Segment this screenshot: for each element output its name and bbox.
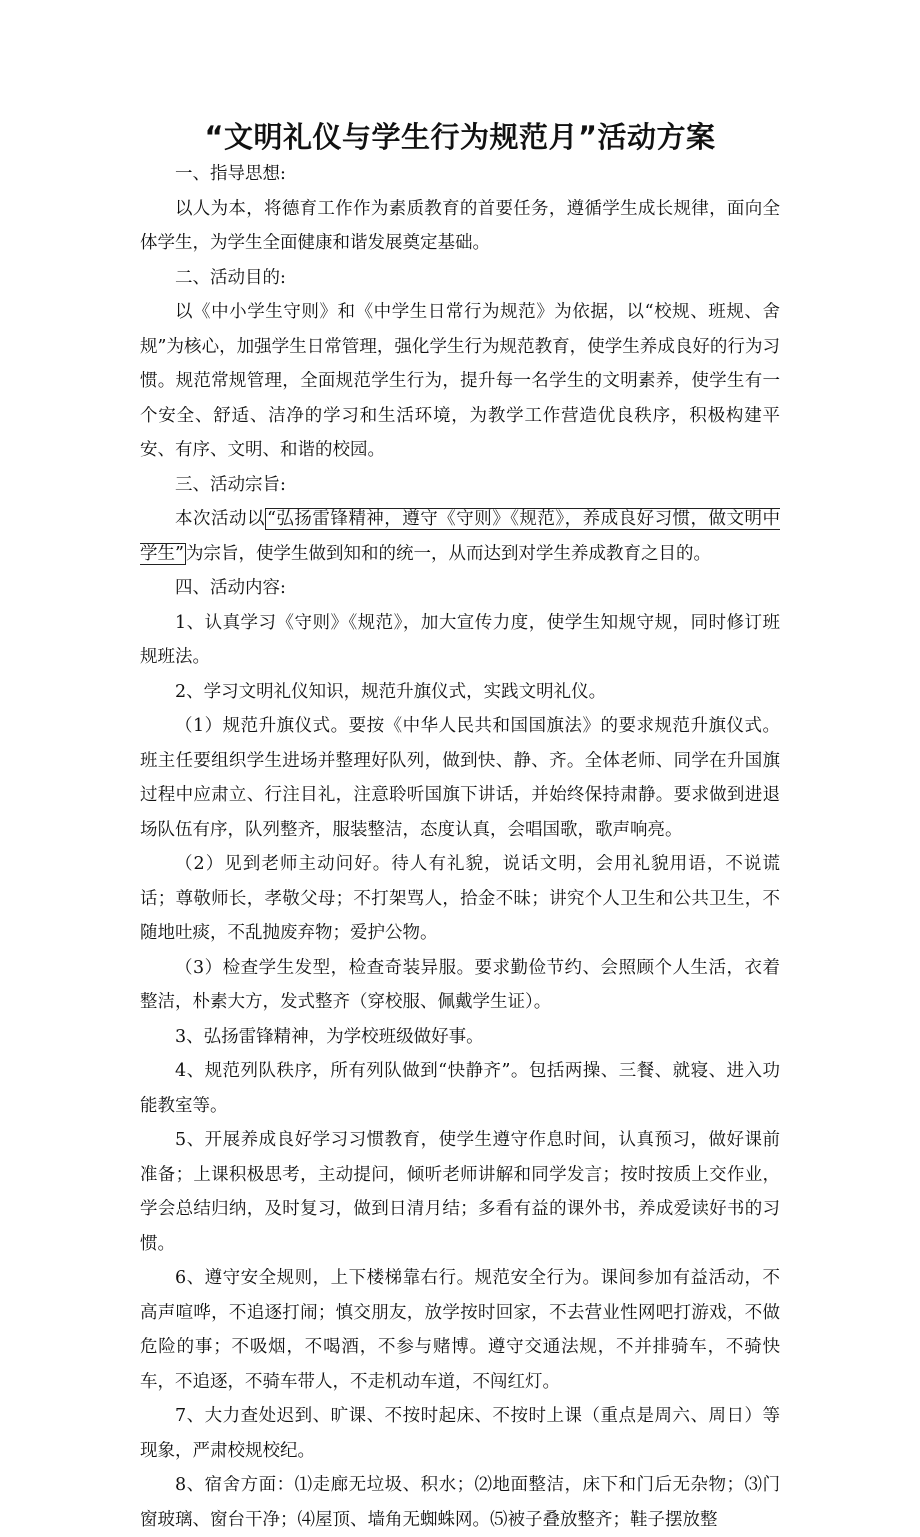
- paragraph-guiding-ideology: 以人为本，将德育工作作为素质教育的首要任务，遵循学生成长规律，面向全体学生，为学生全面健康和谐发展奠定基础。: [140, 198, 780, 253]
- content-item-1: 1、认真学习《守则》《规范》，加大宣传力度，使学生知规守规，同时修订班规班法。: [140, 612, 780, 667]
- section-heading-purpose: 二、活动目的:: [175, 267, 286, 288]
- content-item-7: 7、大力查处迟到、旷课、不按时起床、不按时上课（重点是周六、周日）等现象，严肃校规校纪。: [140, 1406, 780, 1461]
- content-item-5: 5、开展养成良好学习习惯教育，使学生遵守作息时间，认真预习，做好课前准备；上课积极思考，主动提问，倾听老师讲解和同学发言；按时按质上交作业，学会总结归纳，及时复习，做到日清月结；多看有益的课外书，养成爱读好书的习惯。: [140, 1130, 780, 1254]
- content-item-6: 6、遵守安全规则，上下楼梯靠右行。规范安全行为。课间参加有益活动，不高声喧哗，不追逐打闹；慎交朋友，放学按时回家，不去营业性网吧打游戏，不做危险的事；不吸烟，不喝酒，不参与赌博。遵守交通法规，不并排骑车，不骑快车，不追逐，不骑车带人，不走机动车道，不闯红灯。: [140, 1268, 780, 1392]
- document-title: “文明礼仪与学生行为规范月”活动方案: [204, 120, 716, 154]
- tenet-highlight-box: “弘扬雷锋精神，遵守《守则》《规范》，养成良好习惯，做文明中学生”: [140, 509, 780, 564]
- section-heading-guiding-ideology: 一、指导思想:: [175, 164, 286, 184]
- section-heading-content: 四、活动内容:: [175, 578, 286, 598]
- document-body: [140, 157, 780, 1537]
- content-item-4: 4、规范列队秩序，所有列队做到“快静齐”。包括两操、三餐、就寝、进入功能教室等。: [140, 1061, 780, 1116]
- tenet-suffix: 为宗旨，使学生做到知和的统一，从而达到对学生养成教育之目的。: [185, 543, 711, 564]
- paragraph-purpose: 以《中小学生守则》和《中学生日常行为规范》为依据，以“校规、班规、舍规”为核心，加强学生日常管理，强化学生行为规范教育，使学生养成良好的行为习惯。规范常规管理，全面规范学生行为，提升每一名学生的文明素养，使学生有一个安全、舒适、洁净的学习和生活环境，为教学工作营造优良秩序，积极构建平安、有序、文明、和谐的校园。: [140, 302, 780, 460]
- section-heading-tenet: 三、活动宗旨:: [175, 474, 286, 495]
- content-item-3: 3、弘扬雷锋精神，为学校班级做好事。: [175, 1026, 484, 1047]
- content-item-2: 2、学习文明礼仪知识，规范升旗仪式，实践文明礼仪。: [175, 681, 607, 702]
- content-item-2-1: （1）规范升旗仪式。要按《中华人民共和国国旗法》的要求规范升旗仪式。班主任要组织学生进场并整理好队列，做到快、静、齐。全体老师、同学在升国旗过程中应肃立、行注目礼，注意聆听国旗下讲话，并始终保持肃静。要求做到进退场队伍有序，队列整齐，服装整洁，态度认真，会唱国歌，歌声响亮。: [140, 716, 780, 840]
- tenet-prefix: 本次活动以: [175, 509, 265, 529]
- content-item-2-3: （3）检查学生发型，检查奇装异服。要求勤俭节约、会照顾个人生活，衣着整洁，朴素大方，发式整齐（穿校服、佩戴学生证）。: [140, 957, 780, 1012]
- content-item-2-2: （2）见到老师主动问好。待人有礼貌，说话文明，会用礼貌用语，不说谎话；尊敬师长，孝敬父母；不打架骂人，拾金不昧；讲究个人卫生和公共卫生，不随地吐痰，不乱抛废弃物；爱护公物。: [140, 854, 780, 943]
- paragraph-tenet: [140, 502, 780, 571]
- content-item-8: 8、宿舍方面：⑴走廊无垃圾、积水；⑵地面整洁，床下和门后无杂物；⑶门窗玻璃、窗台干净；⑷屋顶、墙角无蜘蛛网。⑸被子叠放整齐；鞋子摆放整: [140, 1475, 780, 1530]
